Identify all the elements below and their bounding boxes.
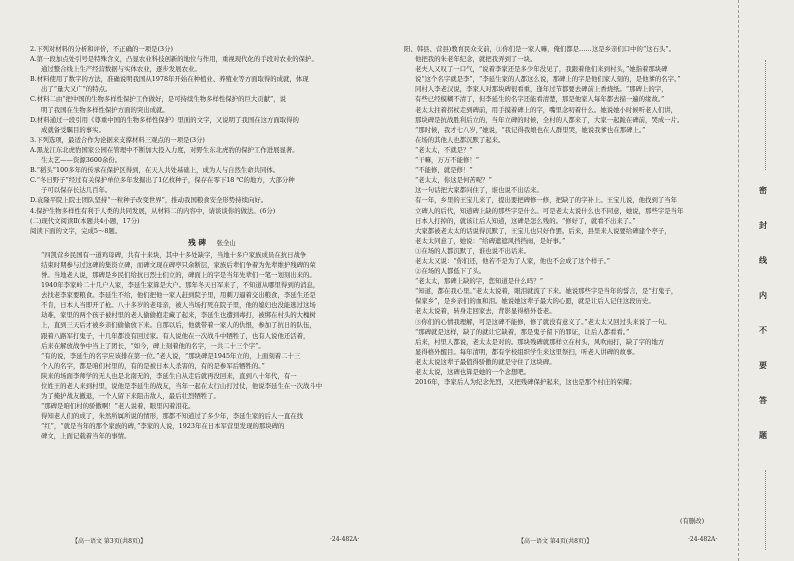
text-line: 日本人打掉的，就该让后人知道，这碑是怎么残的。“修好了，就看不出来了。”: [415, 216, 636, 225]
text-line: D.材料通过一段引用《尊重中国的生物多样性保护》里面的文字，又说明了我国在这方面取得的: [30, 115, 299, 124]
text-line: 老夫人又叹了一口气，“说着李家还是多少年没见了，我跟着他们来到村头，”她指着那块碑: [415, 65, 668, 74]
text-line: “知道，都在我心里。”老太太说着，眼泪就流了下来。她说那些字是当年的誓言，是“打鬼子，: [415, 287, 678, 296]
text-line: “四凯营乡民国有一道鸡母碑，共有十来块，其中十多处缺字，当地十多户家族成员在抗日战争: [41, 250, 307, 259]
text-line: C.材料二由“把中国的生物多样性保护工作做好，是可持续生物多样性保护的巨大贡献”，说: [30, 95, 287, 104]
text-line: 子可以保存长达几百年。: [41, 186, 112, 195]
text-line: 老太太说着，转身走回家去，背影显得格外苍老。: [415, 307, 556, 316]
text-line: “那碑就是这样，缺了的就让它缺着，那是鬼子留下的罪证，让后人都看看。”: [415, 327, 630, 336]
article-continued: [404, 44, 732, 387]
text-line: 说“这个名字就是李”，“李延生家的人都这么说，那碑上的字是他们家人刻的，是他爹的名字。”: [415, 75, 681, 84]
text-line: 保家乡”，是乡亲们的血和泪。她说她这辈子最大的心愿，就是让后人记住这段历史。: [415, 297, 655, 306]
edited-note: (有删改): [680, 517, 705, 525]
text-line: 得知老人们的成了，朱然所属所说的情形，那都不知道过了多少年，李延生家的后人一直在找: [41, 412, 304, 421]
text-line: 阅读下面的文字，完成5～8题。: [30, 226, 122, 235]
dotted-line: [765, 60, 766, 170]
article-body: [30, 250, 394, 442]
text-line: 劫难，家里的两个孩子被村里的老人偷偷抱走藏了起来，李延生也遭到毒打，被绑在村头的大槐树: [41, 311, 316, 320]
binding-char: 不: [759, 325, 767, 335]
binding-char: 内: [759, 290, 767, 300]
text-line: “老太太，那碑上缺的字，您知道是什么吗？”: [415, 277, 543, 286]
binding-char: 答: [759, 395, 767, 405]
text-line: A.黑龙江东北虎豹国家公园在管理中不断加大投入力度，对野生东北虎豹的保护工作进展显著。: [30, 145, 299, 154]
text-line: 为了掩护战友撤退，一个人留下来阻击敌人，最后壮烈牺牲了。: [41, 392, 220, 401]
text-line: 他把我的朱老年纪念，就把我弄到了一块。: [415, 55, 537, 64]
text-line: D.袁隆平院上院士团队坚持“一粒种子改变世界”，推动我国粮食安全形势持续向好。: [30, 196, 268, 205]
text-line: 去找老李家要粮食。李延生不给，他们把他一家人赶到院子里，用刺刀逼着交出粮食，李延生还是: [41, 291, 316, 300]
text-line: “有的说，李延生的名字应该排在第一位。”老人说，“那块碑是1945年立的，上面刻着二十三: [41, 351, 301, 360]
right-page: [398, 0, 738, 561]
text-line: 碑文，上面记载着当年的事情。: [41, 432, 131, 441]
article-title: [30, 237, 394, 249]
binding-char: 线: [759, 255, 767, 265]
text-line: ③你们的心情我理解，可是这碑不能修，修了就没有意义了。”老太太又回过头来说了一句。: [415, 317, 671, 326]
text-line: 有些已经模糊不清了，但李延生的名字还能看清楚，那是他家人每年都去描一遍的缘故。”: [415, 95, 665, 104]
text-line: 阳、韩县、营县)教育民众支前，①你们是一家人嘛，俺们都是……这是乡亲们口中的“这石头”。: [404, 45, 676, 53]
text-line: 生太艺——资源3600余份。: [41, 156, 122, 165]
text-line: 上，直到三天后才被乡亲们偷偷放下来。自那以后，他就带着一家人的仇恨，参加了抗日的队伍，: [41, 321, 316, 330]
text-line: 结束时期参与过这碑的集资立碑，而碑文现在碑亭只余断层，家族后辈们争着为先辈维护残碑的荣: [41, 260, 316, 269]
text-line: 位姓王的老人来到村里，说他是李延生的战友，当年一起在太行山打过仗，他说李延生在一次战斗中: [41, 382, 323, 390]
text-line: 立碑人的后代，知道碑上缺的那些字是什么。可是老太太说什么也不同意，她说，那些字是当年: [415, 206, 684, 215]
text-line: 4.保护生物多样性有利于人类的共同发展，从材料二的内容中，请谈谈你的做法。(6分): [30, 206, 276, 215]
dotted-line: [765, 470, 766, 550]
text-line: 同村人李老汉说，李家人对那块碑很看重，逢年过节都要去碑前上香烧纸。“那碑上的字，: [415, 85, 668, 94]
text-line: ②在场的人都低下了头。: [415, 267, 486, 276]
text-line: 陕来的场面李师学的无人也是北南无的，李延生自从走后就再没回来，直到八十年代，有一: [41, 371, 297, 380]
text-line: A.第一段加点处引号是特殊含义，凸显农业科技创新的地位与作用，重视现代化的手段对农业的保护。: [30, 55, 318, 64]
text-line: 3.下列选项，最适合作为论据来支撑材料三观点的一项是(3分): [30, 135, 205, 144]
text-line: 后来，村里人都说，老太太是对的。那块残碑就那样立在村头，风吹雨打，缺了字的地方: [415, 337, 665, 346]
text-line: 明了我国在生物多样性保护方面的突出成就。: [41, 105, 169, 114]
text-line: 显得格外醒目。每年清明，都有学校组织学生来这里祭扫，听老人讲碑的故事。: [415, 347, 639, 356]
text-line: 老太太说，这碑也算是她的一个念想吧。: [415, 368, 531, 376]
footer-code: ·24-482A·: [330, 536, 360, 543]
text-line: (二)现代文阅读Ⅱ(本题共4小题，17分): [30, 216, 140, 225]
text-line: “干嘛，万万不能修！”: [415, 156, 480, 165]
text-line: C.“冬日野子”经过有关保护单位多年发掘出了1亿枚种子，保存在零下18 ℃的地方，大部分种: [30, 176, 295, 185]
text-line: 那块碑是抗战胜利后立的，当年立碑的时候，全村的人都来了，大家一起跪在碑前，哭成一片。: [415, 115, 684, 124]
text-line: “那时候，我才七八岁，”她说，“我记得我娘也在人群里哭，她说我爹也在那碑上。”: [415, 125, 646, 134]
text-line: 老太太又说：“你们还，他若不是为了人家，他也不会成了这个样子。”: [415, 256, 611, 265]
text-line: “不能修，就是修！”: [415, 166, 473, 175]
text-line: 通过整合线上生产经营数据与实体农业，逐步发展农业。: [41, 65, 201, 74]
text-line: 后来在解放战争中当上了团长，“如今，碑上刻着他的名字，一共二十三个字”。: [41, 341, 265, 350]
title-text: 残 碑: [188, 237, 206, 247]
text-line: 成就备受瞩目的事实。: [41, 125, 105, 134]
footer-left: 【高一语文 第4页(共8页)】: [518, 538, 593, 545]
text-line: 不肯，日本人当即开了枪。八十多岁的老母亲，被人当场打死在院子里，他的媳妇也没能逃过这场: [41, 301, 316, 310]
text-line: 跟着八路军打鬼子，十几年都没有回过家。有人说他在一次战斗中牺牲了，也有人说他还活着，: [41, 331, 310, 340]
text-line: 在场的其他人也都沉默了起来。: [415, 135, 505, 144]
text-line: 2016年，李家后人为纪念先烈，又把残碑保护起来，这也是那个村庄的荣耀；: [415, 378, 636, 387]
text-line: 1940年李家岭二十几户人家，李延生家算是大户。那年冬天日军来了，不知道从哪里得到的消息，: [41, 281, 320, 290]
text-line: 老太太说这辈子最值得骄傲的就是守住了这块碑。: [415, 357, 556, 366]
text-line: 老太太同意了，她说：“给碑遮遮风挡挡雨，是好事。”: [415, 236, 566, 245]
text-line: B.“稻头”100多年的传承在保护区得到，在天人共处基础上，成为人与自然生命共同体。: [30, 166, 280, 175]
binding-char: 封: [759, 220, 767, 230]
binding-char: 题: [759, 430, 767, 440]
text-line: 2.下列对材料的分析和评价，不正确的一项是(3分): [30, 45, 173, 53]
text-line: ①在场的人都沉默了，谁也说不出话来。: [415, 246, 531, 255]
binding-margin: [738, 0, 794, 561]
text-line: 誉。当地老人说，那碑是乡民们给抗日烈士们立的，碑面上的字是当年先辈们一笔一划刻出来的。: [41, 270, 316, 279]
text-line: 大家都被老太太的话说得沉默了，王宝儿也只好作罢。后来，县里来人说要给碑建个亭子，: [415, 226, 671, 235]
text-line: “那碑是咱们村的骄傲啊！”老人说着，眼里闪着泪花。: [41, 402, 195, 411]
text-line: “红”，“就是当年的那个家族的碑，”李家的人说，1923年在日本军营里发现的那块碑的: [41, 422, 285, 431]
text-line: 个人的名字，都是咱们村里的，有的是被日本人杀害的，有的是参军后牺牲的。”: [41, 361, 265, 370]
binding-char: 要: [759, 360, 767, 370]
text-line: 老太太拄着拐杖走到碑前，用手摸着碑上的字，嘴里念叨着什么。她说她小时候听老人们讲，: [415, 105, 678, 114]
author-text: 张全山: [216, 238, 236, 247]
text-line: 出了“量大又广”的特点。: [41, 85, 112, 94]
text-line: “老太太，不就是？”: [415, 145, 473, 154]
text-line: 这一句话把大家都问住了，谁也说不出话来。: [415, 186, 543, 195]
binding-char: 密: [759, 185, 767, 195]
text-line: “老太太，你这是何苦呢？”: [415, 176, 492, 185]
text-line: B.材料使用了数字的方法，准确说明我国从1978年开始在种植业、养殖业等方面取得的成就，体现: [30, 75, 309, 84]
footer-code: ·24-482A·: [688, 536, 718, 543]
question-block: [30, 44, 394, 236]
footer-left: 【高一语文 第3页(共8页)】: [72, 538, 147, 545]
text-line: 有一年，乡里的王宝儿来了，提出要把碑修一修，把缺了的字补上。王宝儿说，他找到了当年: [415, 196, 678, 205]
